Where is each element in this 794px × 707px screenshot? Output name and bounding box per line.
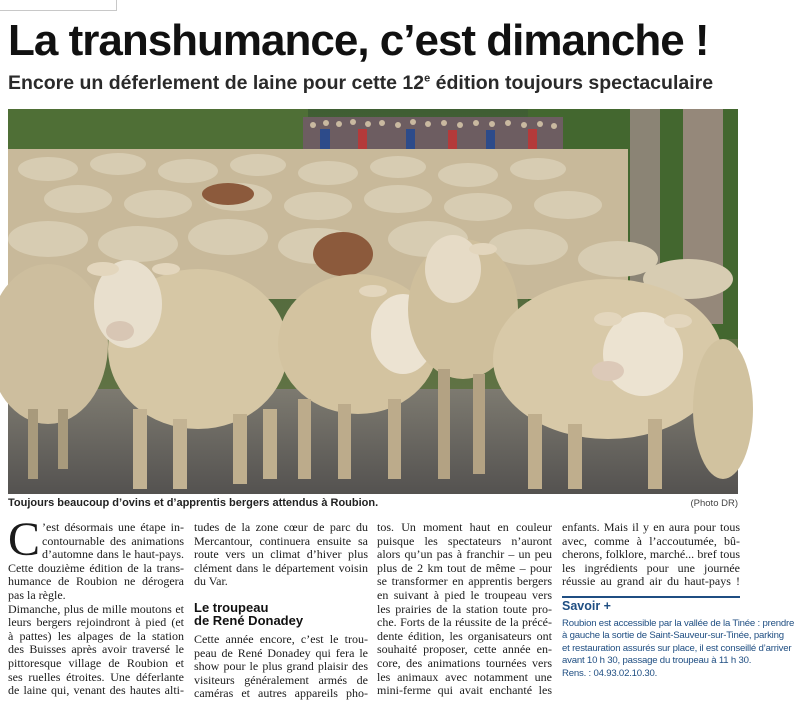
text-line: souhaité proposer, cette année en- [377,642,552,657]
paragraph-body [562,521,740,589]
photo-credit: (Photo DR) [690,498,738,509]
text-line: mini-ferme qui avait enchanté les [377,683,552,698]
text-line: tudes de la zone cœur de parc du [194,520,368,534]
subheading-line: de René Donadey [194,612,304,628]
paragraph-body [377,521,552,698]
text-line: tos. Un moment haut en couleur [377,520,552,534]
deck-superscript: e [424,72,431,85]
text-line: réussie au grand air du haut-pays ! [562,574,740,589]
page-edge-tab [0,0,117,11]
text-line: peau de René Donadey qui fera le [194,645,368,660]
text-line: pas la règle. [8,587,66,602]
text-line: route vers un climat d’hiver plus [194,547,368,562]
headline: La transhumance, c’est dimanche ! [8,16,709,65]
text-line: dente édition, les organisateurs ont [377,628,552,643]
deck-text-start: Encore un déferlement de laine pour cette 12 [8,72,425,94]
text-line: puisque les spectateurs n’auront [377,533,552,548]
text-line: les animaux avec notamment une [377,669,552,684]
text-line: pittoresque village de Roubion et [8,655,184,670]
text-line: des Buisses après avoir traversé le [8,642,184,657]
text-line: à pattes) les alpages de la station [8,628,184,643]
text-line: enfants. Mais il y en aura pour tous [562,520,740,534]
info-box-text [562,617,794,681]
text-line: plus de 2 km tout de même – pour [377,560,552,575]
text-line: ses ruelles étroites. Une déferlante [8,669,184,684]
paragraph-continued [194,521,368,589]
text-line: les prairies de la station toute pro- [377,601,552,616]
deck-text-end: édition toujours spectaculaire [430,72,714,94]
subheading-line: Le troupeau [194,599,269,615]
text-line: show pour le plus grand plaisir des [194,659,368,674]
text-line: se transformer en apprentis bergers [377,574,552,589]
paragraph-body [194,633,368,701]
paragraph-body [8,603,184,698]
photo-caption: Toujours beaucoup d’ovins et d’apprentis bergers attendus à Roubion. [8,497,379,509]
section-subheading [194,601,368,627]
deck [8,72,713,95]
text-line: contournable des animations [42,533,184,548]
text-line: ’est désormais une étape in- [42,520,184,534]
text-line: leurs bergers rejoindront à pied (et [8,615,184,630]
text-line: d’automne dans le haut-pays. [42,547,184,562]
article-column-4 [562,520,794,681]
text-line: core, des animations tournées vers [377,655,552,670]
text-line: avec, comme à l’accoutumée, bû- [562,533,740,548]
text-line: du Var. [194,574,228,589]
article-column-3 [377,521,552,698]
sheep-photo-illustration [8,109,738,494]
info-line: et restauration assurés sur place, il est conseillé d’arriver [562,642,792,654]
sheep-photo [8,109,738,494]
text-line: en suivant à pied le troupeau vers [377,587,552,602]
text-line: visiteurs généralement armés de [194,672,368,687]
text-line: caméras et autres appareils pho- [194,686,368,701]
text-line: de laine qui, venant des hautes alti- [8,683,184,698]
text-line: che. Forts de la réussite de la précé- [377,615,552,630]
drop-cap: C [8,513,41,566]
text-line: Dimanche, plus de mille moutons et [8,601,184,616]
text-line: Cette douzième édition de la trans- [8,560,184,575]
article-column-2 [194,521,368,701]
text-line: Mercantour, continuera ensuite sa [194,533,368,548]
text-line: alors qu’un pas à franchir – un peu [377,547,552,562]
text-line: humance de Roubion ne dérogera [8,574,184,589]
text-line: clément dans le département voisin [194,560,368,575]
article-column-1 [8,513,184,698]
text-line: cherons, folklore, marché... bref tous [562,547,740,562]
info-line: avant 10 h 30, passage du troupeau à 11 h 30. [562,655,752,667]
info-line: Roubion est accessible par la vallée de la Tinée : prendre [562,617,794,629]
text-line: les ingrédients pour une journée [562,560,740,575]
info-box-title: Savoir + [562,596,740,614]
text-line: Cette année encore, c’est le trou- [194,631,368,646]
info-line: à gauche la sortie de Saint-Sauveur-sur-Tinée, parking [562,630,784,642]
info-line: Rens. : 04.93.02.10.30. [562,667,658,679]
